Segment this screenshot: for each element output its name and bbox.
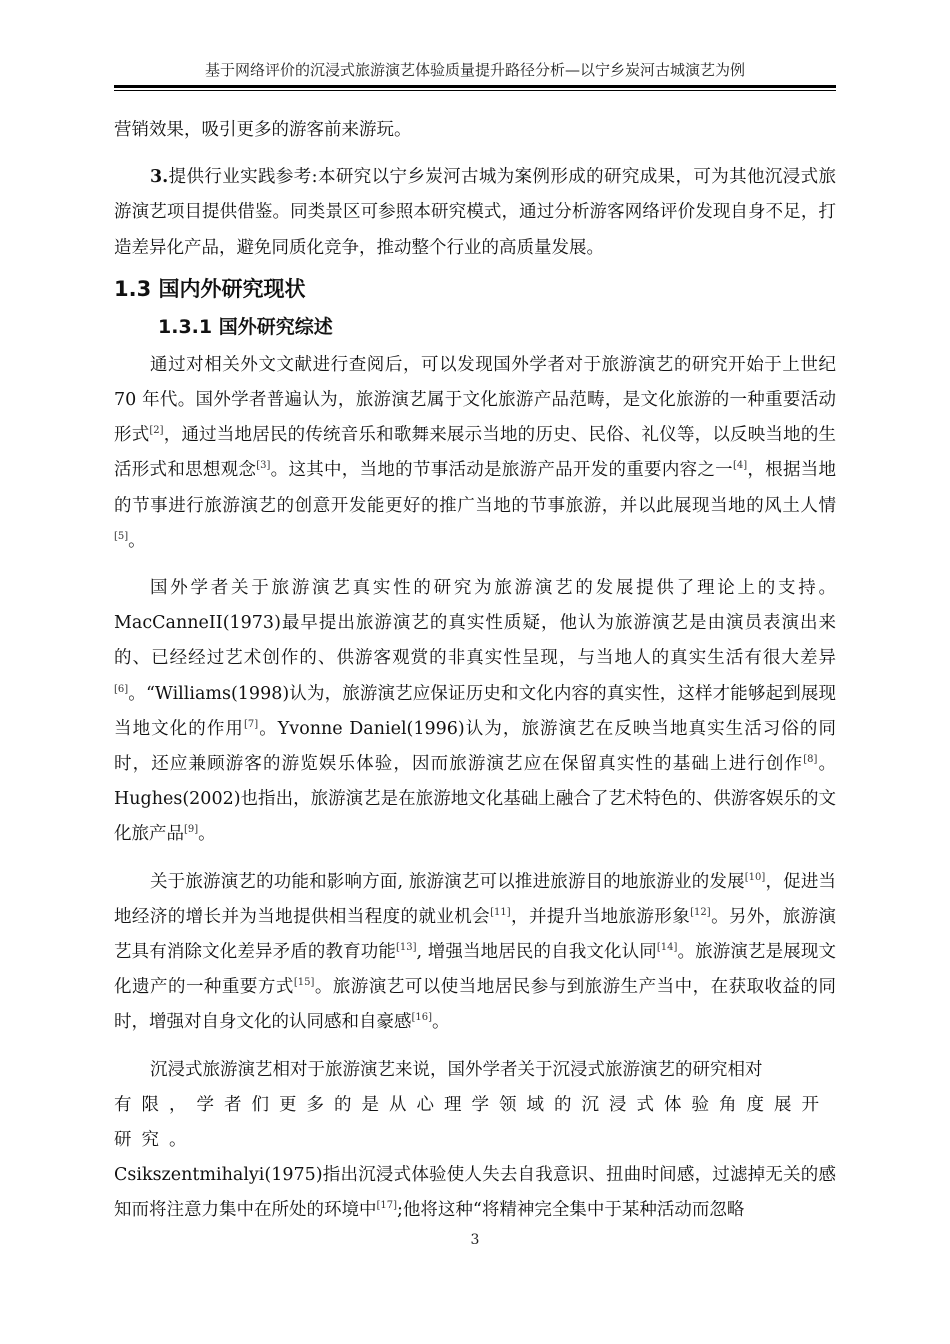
text-run: 。旅游演艺可以使当地居民参与到旅游生产当中，在获取收益的同时，增强对自身文化的认同感和自豪感 <box>114 977 837 1033</box>
citation: [5] <box>114 530 129 542</box>
text-run: 。另外，旅游演艺具有消除文化差异矛盾的教育功能 <box>114 906 837 963</box>
paragraph-foreign-overview <box>114 348 836 559</box>
paragraph-text: 提供行业实践参考:本研究以宁乡炭河古城为案例形成的研究成果，可为其他沉浸式旅游演艺项目提供借鉴。同类景区可参照本研究模式，通过分析游客网络评价发现自身不足，打造差异化产品，避免同质化竞争，推动整个行业的高质量发展。 <box>114 167 836 258</box>
paragraph-authenticity <box>114 571 836 853</box>
page-number: 3 <box>470 1232 480 1248</box>
text-run: ，根据当地的节事进行旅游演艺的创意开发能更好的推广当地的节事旅游，并以此展现当地的风土人情 <box>114 460 837 516</box>
citation: [3] <box>256 460 271 472</box>
text-run: , 增强当地居民的自我文化认同 <box>416 942 657 963</box>
header-rule-thin <box>114 90 836 91</box>
paragraph-immersive <box>114 1053 836 1088</box>
citation: [13] <box>395 942 417 954</box>
text-run: 。 Hughes(2002)也指出，旅游演艺是在旅游地文化基础上融合了艺术特色的、供游客娱乐的文化旅产品 <box>114 754 837 845</box>
text-run: 。 <box>128 530 146 551</box>
text-run: ，并提升当地旅游形象 <box>510 906 691 927</box>
page-body <box>114 113 836 1229</box>
paragraph-immersive-continued <box>114 1158 836 1228</box>
citation: [11] <box>490 906 511 918</box>
text-run: Csikszentmihalyi(1975)指出沉浸式体验使人失去自我意识、扭曲时间感，过滤掉无关的感知而将注意力集中在所处的环境中 <box>114 1165 836 1221</box>
header-rule-thick <box>114 85 836 88</box>
citation: [15] <box>293 977 315 989</box>
citation: [10] <box>744 871 766 883</box>
list-number: 3. <box>150 167 169 188</box>
text-run: ，通过当地居民的传统音乐和歌舞来展示当地的历史、民俗、礼仪等，以反映当地的生活形式和思想观念 <box>114 425 837 481</box>
text-run: 通过对相关外文文献进行查阅后，可以发现国外学者对于旅游演艺的研究开始于上世纪 70 年代。国外学者普遍认为，旅游演艺属于文化旅游产品范畴，是文化旅游的一种重要活动形式 <box>114 354 836 446</box>
text-run: ;他将这种“将精神完全集中于某种活动而忽略 <box>397 1200 745 1221</box>
text-run: 。“Williams(1998)认为，旅游演艺应保证历史和文化内容的真实性，这样才能够起到展现当地文化的作用 <box>114 683 836 739</box>
citation: [12] <box>690 906 711 918</box>
citation: [16] <box>411 1012 433 1024</box>
citation: [8] <box>803 754 818 766</box>
text-run: 。Yvonne Daniel(1996)认为，旅游演艺在反映当地真实生活习俗的同时，还应兼顾游客的游览娱乐体验，因而旅游演艺应在保留真实性的基础上进行创作 <box>114 718 836 775</box>
citation: [4] <box>732 460 748 472</box>
text-run: 。旅游演艺是展现文化遗产的一种重要方式 <box>114 942 837 998</box>
citation: [14] <box>656 942 678 954</box>
section-heading-1-3: 1.3 国内外研究现状 <box>114 276 306 301</box>
paragraph-industry-reference <box>114 160 836 266</box>
paragraph-immersive-spaced-line: 有限，学者们更多的是从心理学领域的沉浸式体验角度展开研究。 <box>114 1094 829 1151</box>
paragraph-function-impact <box>114 865 836 1041</box>
citation: [9] <box>184 824 199 836</box>
citation: [2] <box>149 425 164 437</box>
citation: [7] <box>243 718 259 730</box>
text-run: 沉浸式旅游演艺相对于旅游演艺来说，国外学者关于沉浸式旅游演艺的研究相对 <box>150 1059 763 1080</box>
text-run: 关于旅游演艺的功能和影响方面, 旅游演艺可以推进旅游目的地旅游业的发展 <box>150 871 745 892</box>
citation: [17] <box>376 1200 398 1212</box>
text-run: 。 <box>198 824 216 845</box>
subsection-heading-1-3-1: 1.3.1 国外研究综述 <box>158 315 333 338</box>
running-header: 基于网络评价的沉浸式旅游演艺体验质量提升路径分析—以宁乡炭河古城演艺为例 <box>204 61 745 79</box>
text-run: ，促进当地经济的增长并为当地提供相当程度的就业机会 <box>114 871 837 927</box>
text-run: 。这其中，当地的节事活动是旅游产品开发的重要内容之一 <box>270 460 733 481</box>
citation: [6] <box>114 683 129 695</box>
text-run: 。 <box>432 1012 450 1033</box>
paragraph-continuation: 营销效果，吸引更多的游客前来游玩。 <box>114 120 412 140</box>
text-run: 国外学者关于旅游演艺真实性的研究为旅游演艺的发展提供了理论上的支持。MacCanneII(1973)最早提出旅游演艺的真实性质疑，他认为旅游演艺是由演员表演出来的、已经经过艺术创作的、供游客观赏的非真实性呈现，与当地人的真实生活有很大差异 <box>114 578 836 669</box>
